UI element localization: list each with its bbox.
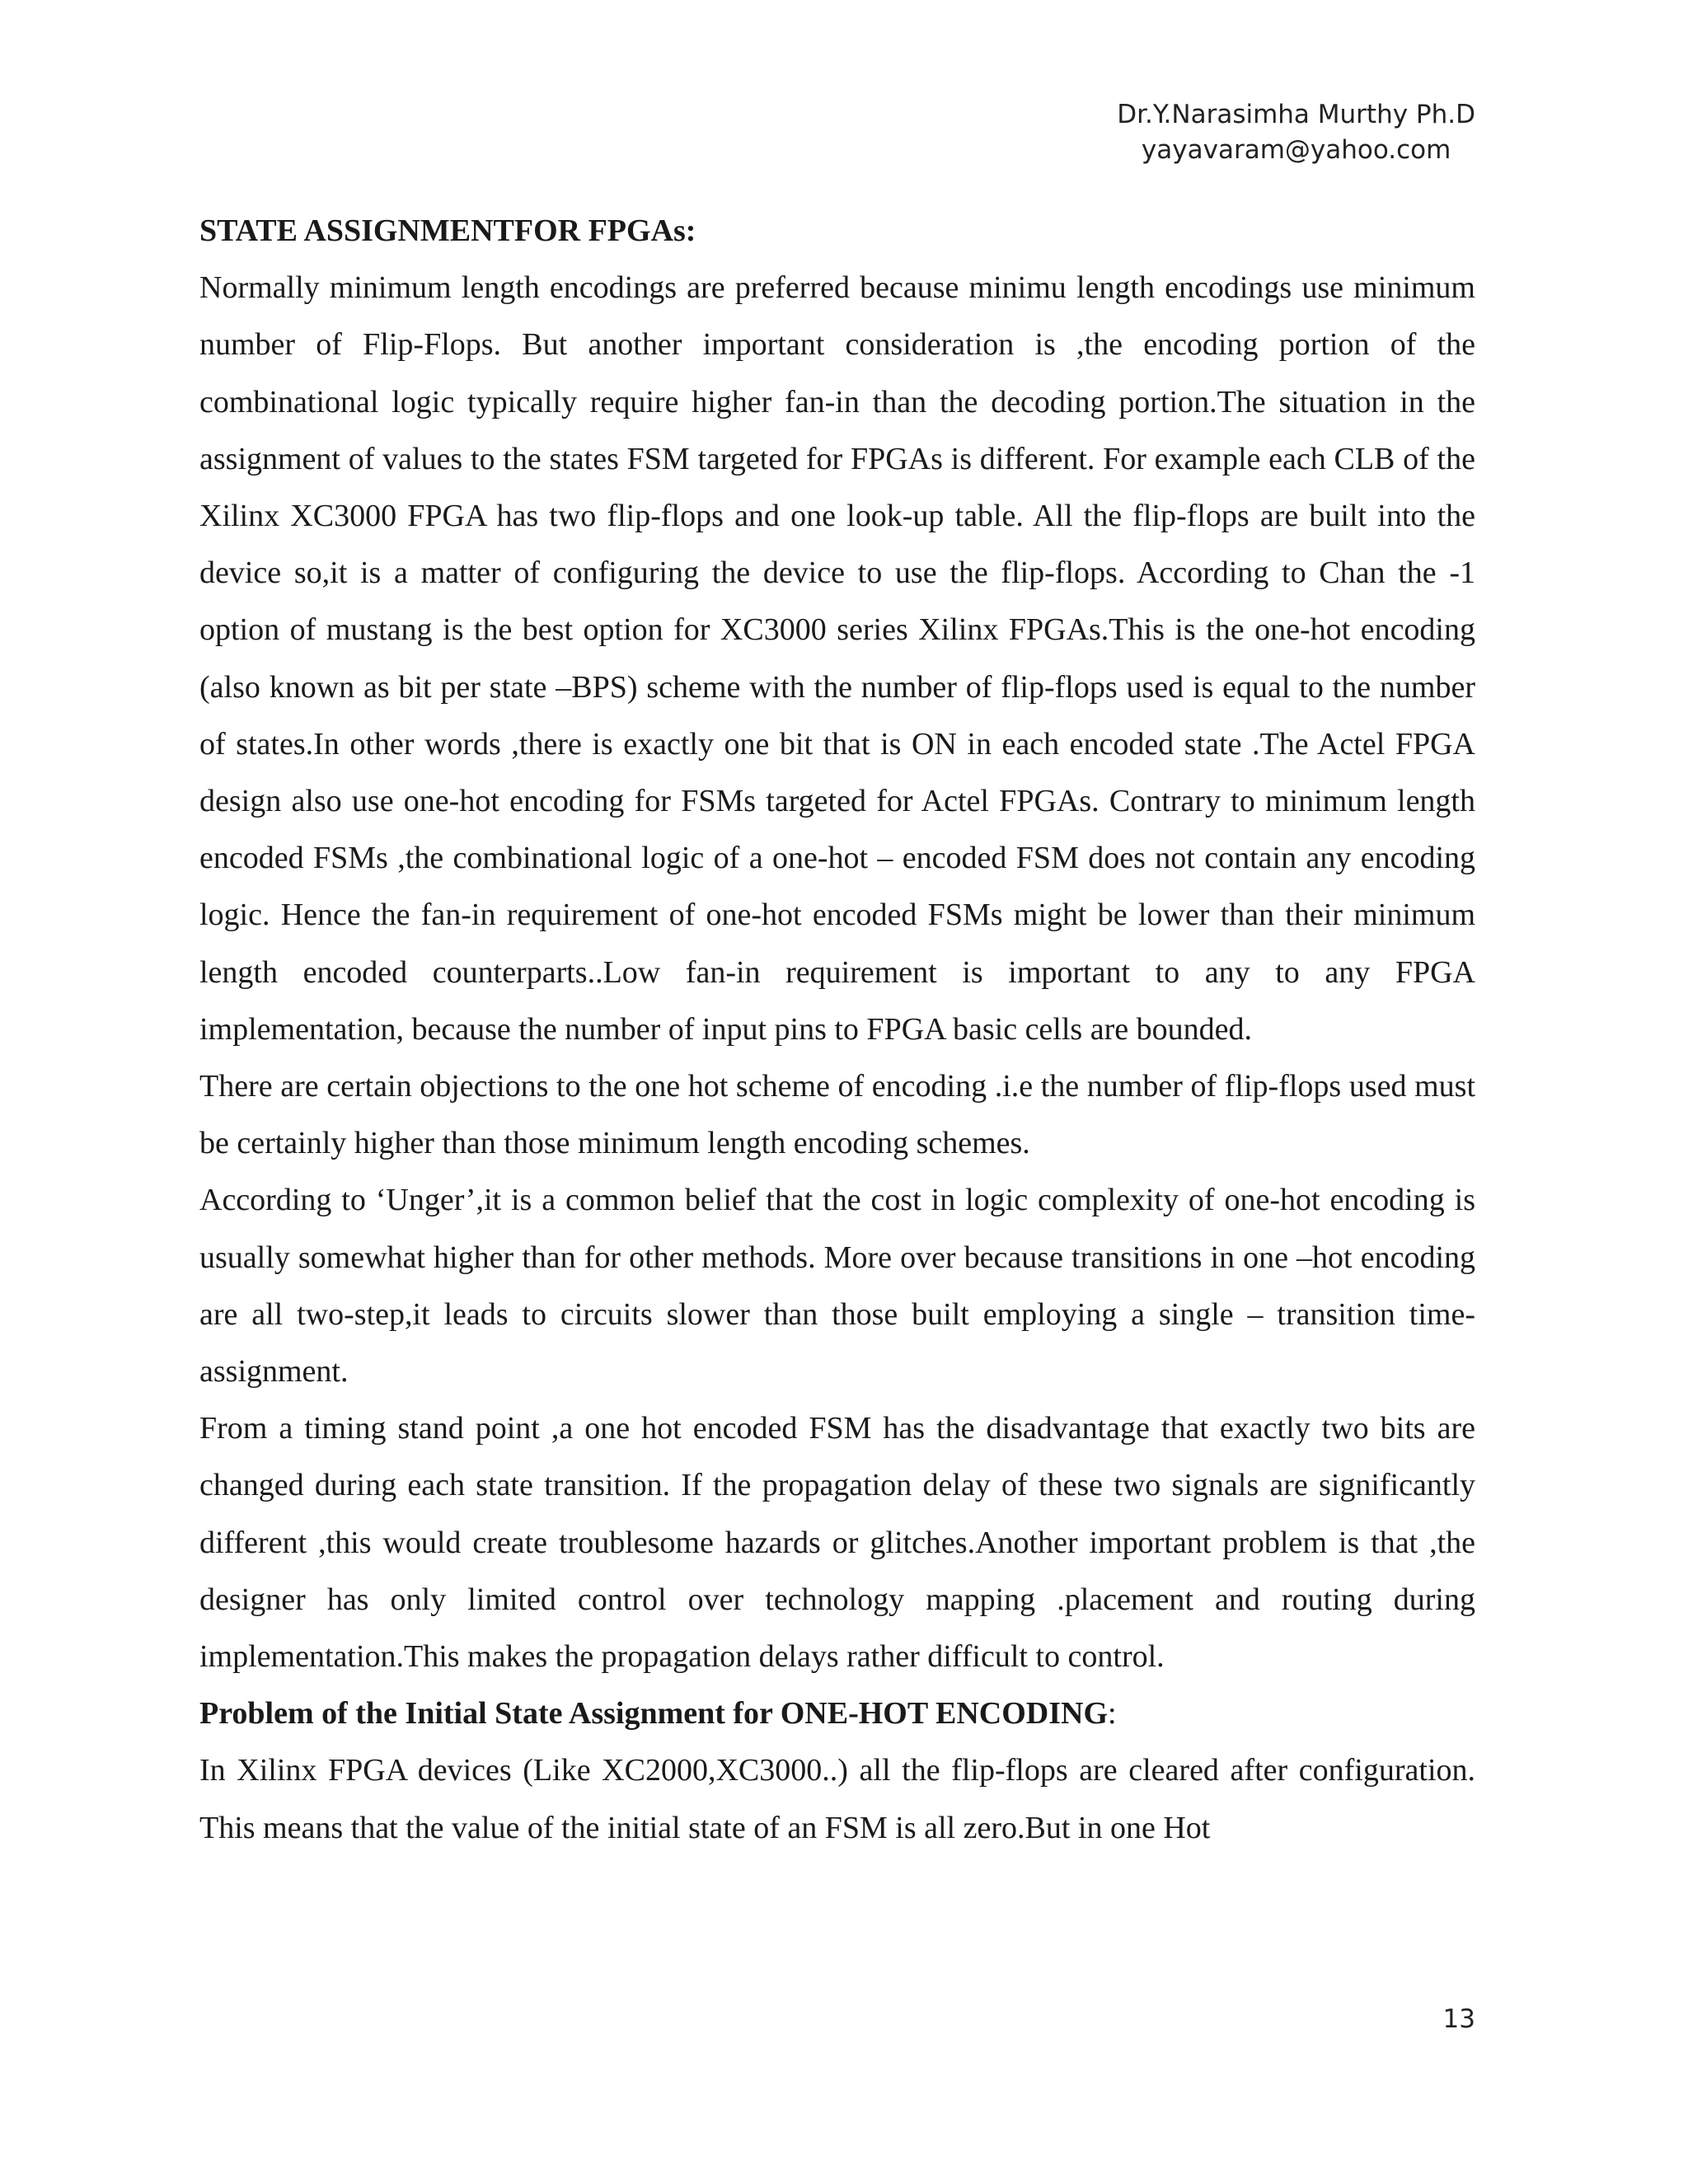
subsection-heading-colon: :: [1108, 1696, 1117, 1732]
author-email: yayavaram@yahoo.com: [1141, 135, 1451, 165]
page-header: [1117, 97, 1475, 168]
subsection-heading-text: Problem of the Initial State Assignment for ONE-HOT ENCODING: [199, 1696, 1109, 1732]
section-heading: STATE ASSIGNMENTFOR FPGAs:: [199, 213, 696, 248]
subsection-heading: [199, 1685, 1475, 1742]
author-name: Dr.Y.Narasimha Murthy Ph.D: [1117, 100, 1475, 129]
paragraph: In Xilinx FPGA devices (Like XC2000,XC3000..) all the flip-flops are cleared after configuration. This means that the value of the initial state of an FSM is all zero.But in one Hot: [199, 1753, 1475, 1845]
paragraph: According to ‘Unger’,it is a common belief that the cost in logic complexity of one-hot encoding is usually somewhat higher than for other methods. More over because transitions in one –hot encoding are all two-step,it leads to circuits slower than those built employing a single – transition time-assignment.: [199, 1183, 1475, 1390]
paragraph: From a timing stand point ,a one hot encoded FSM has the disadvantage that exactly two bits are changed during each state transition. If the propagation delay of these two signals are significantly different ,this would create troublesome hazards or glitches.Another important problem is that ,the designer has only limited control over technology mapping .placement and routing during implementation.This makes the propagation delays rather difficult to control.: [199, 1411, 1475, 1675]
paragraph: There are certain objections to the one hot scheme of encoding .i.e the number of flip-flops used must be certainly higher than those minimum length encoding schemes.: [199, 1069, 1475, 1161]
page-number: 13: [1442, 2004, 1475, 2034]
paragraph: Normally minimum length encodings are preferred because minimu length encodings use minimum number of Flip-Flops. But another important consideration is ,the encoding portion of the combinational logic typically require higher fan-in than the decoding portion.The situation in the assignment of values to the states FSM targeted for FPGAs is different. For example each CLB of the Xilinx XC3000 FPGA has two flip-flops and one look-up table. All the flip-flops are built into the device so,it is a matter of configuring the device to use the flip-flops. According to Chan the -1 option of mustang is the best option for XC3000 series Xilinx FPGAs.This is the one-hot encoding (also known as bit per state –BPS) scheme with the number of flip-flops used is equal to the number of states.In other words ,there is exactly one bit that is ON in each encoded state .The Actel FPGA design also use one-hot encoding for FSMs targeted for Actel FPGAs. Contrary to minimum length encoded FSMs ,the combinational logic of a one-hot – encoded FSM does not contain any encoding logic. Hence the fan-in requirement of one-hot encoded FSMs might be lower than their minimum length encoded counterparts..Low fan-in requirement is important to any to any FPGA implementation, because the number of input pins to FPGA basic cells are bounded.: [199, 270, 1475, 1047]
page-body: [199, 203, 1475, 1857]
